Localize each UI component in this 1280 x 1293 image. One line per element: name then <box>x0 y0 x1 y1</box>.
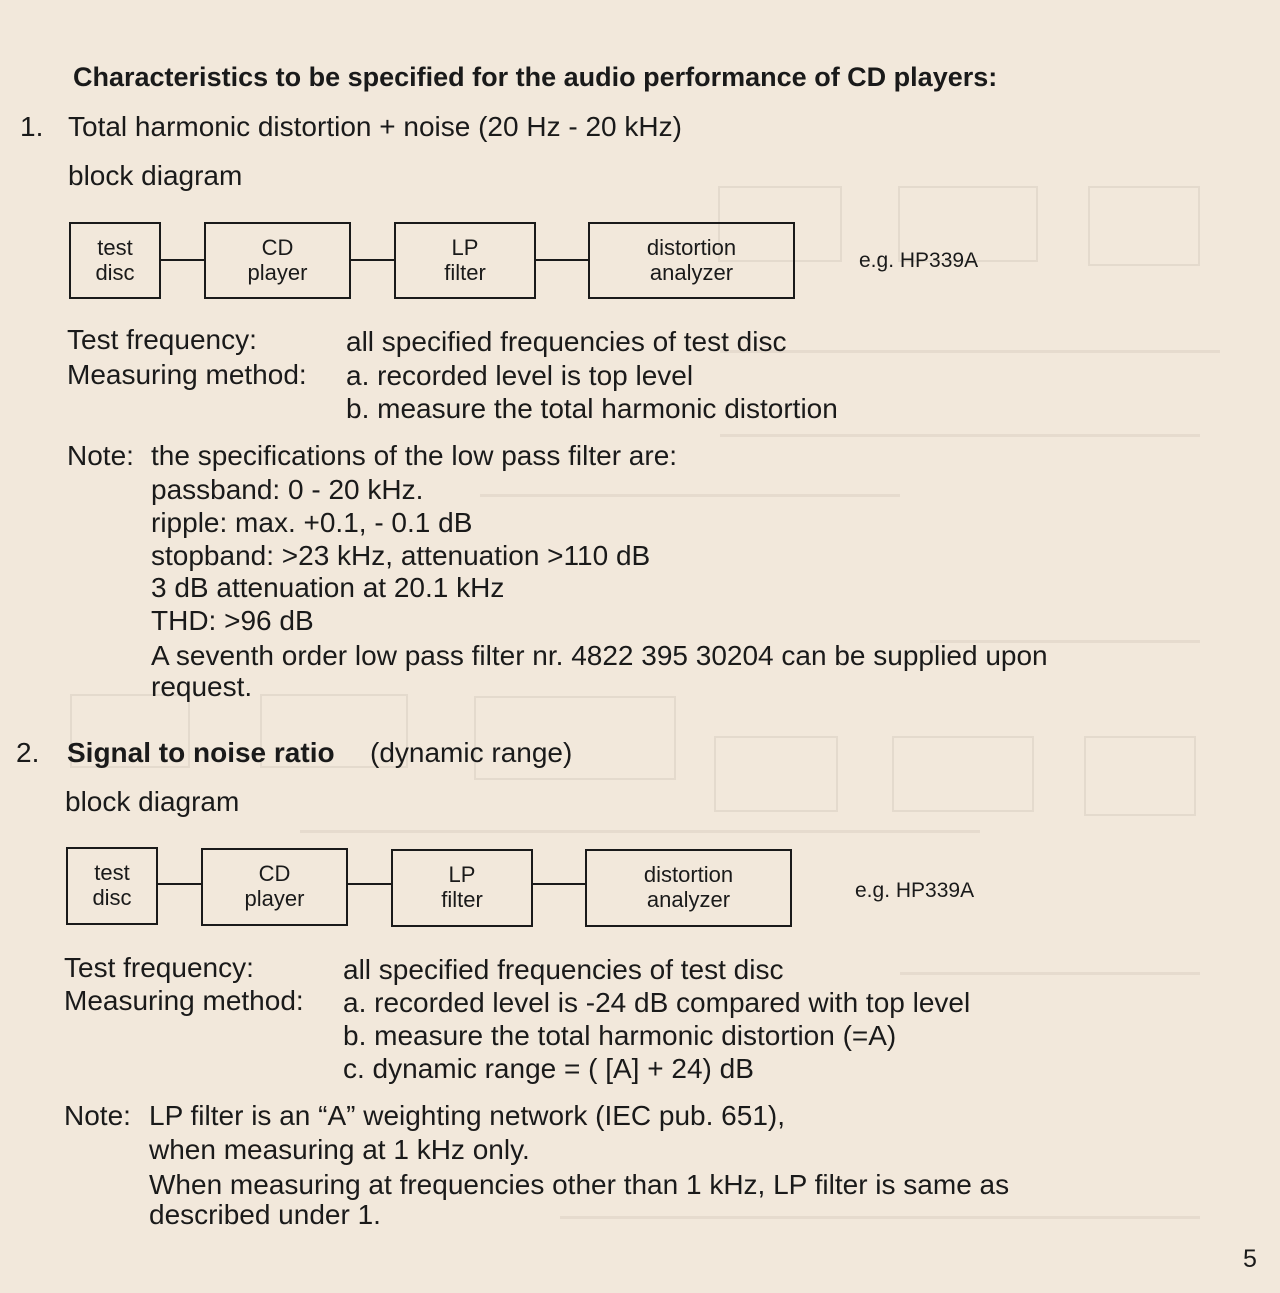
note-line: ripple: max. +0.1, - 0.1 dB <box>151 507 473 538</box>
section-1-number: 1. <box>20 111 44 142</box>
lp-filter-block: LP filter <box>394 222 536 299</box>
section-1-heading: Total harmonic distortion + noise (20 Hz - 20 kHz) <box>68 111 682 142</box>
page-number: 5 <box>1243 1245 1257 1273</box>
test-disc-block: test disc <box>66 847 158 925</box>
test-frequency-value: all specified frequencies of test disc <box>343 954 784 985</box>
section-2-heading-rest: (dynamic range) <box>370 737 573 768</box>
test-frequency-label: Test frequency: <box>64 952 254 983</box>
note-line: THD: >96 dB <box>151 605 314 636</box>
note-line: 3 dB attenuation at 20.1 kHz <box>151 572 505 603</box>
example-instrument: e.g. HP339A <box>859 249 979 272</box>
show-through-box <box>892 736 1034 812</box>
connector <box>351 259 394 261</box>
show-through-text <box>560 1216 1200 1219</box>
cd-player-block: CD player <box>201 848 348 926</box>
section-2-block-diagram-label: block diagram <box>65 786 240 817</box>
distortion-analyzer-block: distortion analyzer <box>585 849 792 927</box>
note-line: A seventh order low pass filter nr. 4822 395 30204 can be supplied upon <box>151 640 1048 671</box>
method-step-a: a. recorded level is top level <box>346 360 694 391</box>
show-through-text <box>300 830 980 833</box>
cd-player-block: CD player <box>204 222 351 299</box>
lp-filter-block: LP filter <box>391 849 533 927</box>
measuring-method-label: Measuring method: <box>64 985 304 1016</box>
page-title: Characteristics to be specified for the audio performance of CD players: <box>73 62 998 92</box>
note-label: Note: <box>64 1100 131 1131</box>
method-step-b: b. measure the total harmonic distortion (=A) <box>343 1020 897 1051</box>
note-line: stopband: >23 kHz, attenuation >110 dB <box>151 540 651 571</box>
section-2-heading-bold: Signal to noise ratio <box>67 737 335 768</box>
show-through-text <box>720 434 1200 437</box>
show-through-box <box>1084 736 1196 816</box>
measuring-method-label: Measuring method: <box>67 359 307 390</box>
test-frequency-label: Test frequency: <box>67 324 257 355</box>
connector <box>533 883 585 885</box>
section-1-block-diagram-label: block diagram <box>68 160 243 191</box>
note-line: when measuring at 1 kHz only. <box>149 1134 530 1165</box>
test-disc-block: test disc <box>69 222 161 299</box>
connector <box>158 883 201 885</box>
show-through-text <box>900 972 1200 975</box>
note-line: described under 1. <box>149 1199 381 1230</box>
note-line: When measuring at frequencies other than 1 kHz, LP filter is same as <box>149 1169 1010 1200</box>
example-instrument: e.g. HP339A <box>855 879 975 902</box>
note-line: LP filter is an “A” weighting network (IEC pub. 651), <box>149 1100 786 1131</box>
show-through-box <box>1088 186 1200 266</box>
connector <box>348 883 391 885</box>
show-through-text <box>720 350 1220 353</box>
note-line: passband: 0 - 20 kHz. <box>151 474 424 505</box>
distortion-analyzer-block: distortion analyzer <box>588 222 795 299</box>
show-through-text <box>480 494 900 497</box>
note-label: Note: <box>67 440 134 471</box>
note-line: the specifications of the low pass filter are: <box>151 440 678 471</box>
show-through-box <box>714 736 838 812</box>
method-step-a: a. recorded level is -24 dB compared with top level <box>343 987 971 1018</box>
section-2-number: 2. <box>16 737 40 768</box>
note-line: request. <box>151 671 253 702</box>
method-step-b: b. measure the total harmonic distortion <box>346 393 838 424</box>
connector <box>536 259 588 261</box>
method-step-c: c. dynamic range = ( [A] + 24) dB <box>343 1053 754 1084</box>
test-frequency-value: all specified frequencies of test disc <box>346 326 787 357</box>
connector <box>161 259 204 261</box>
